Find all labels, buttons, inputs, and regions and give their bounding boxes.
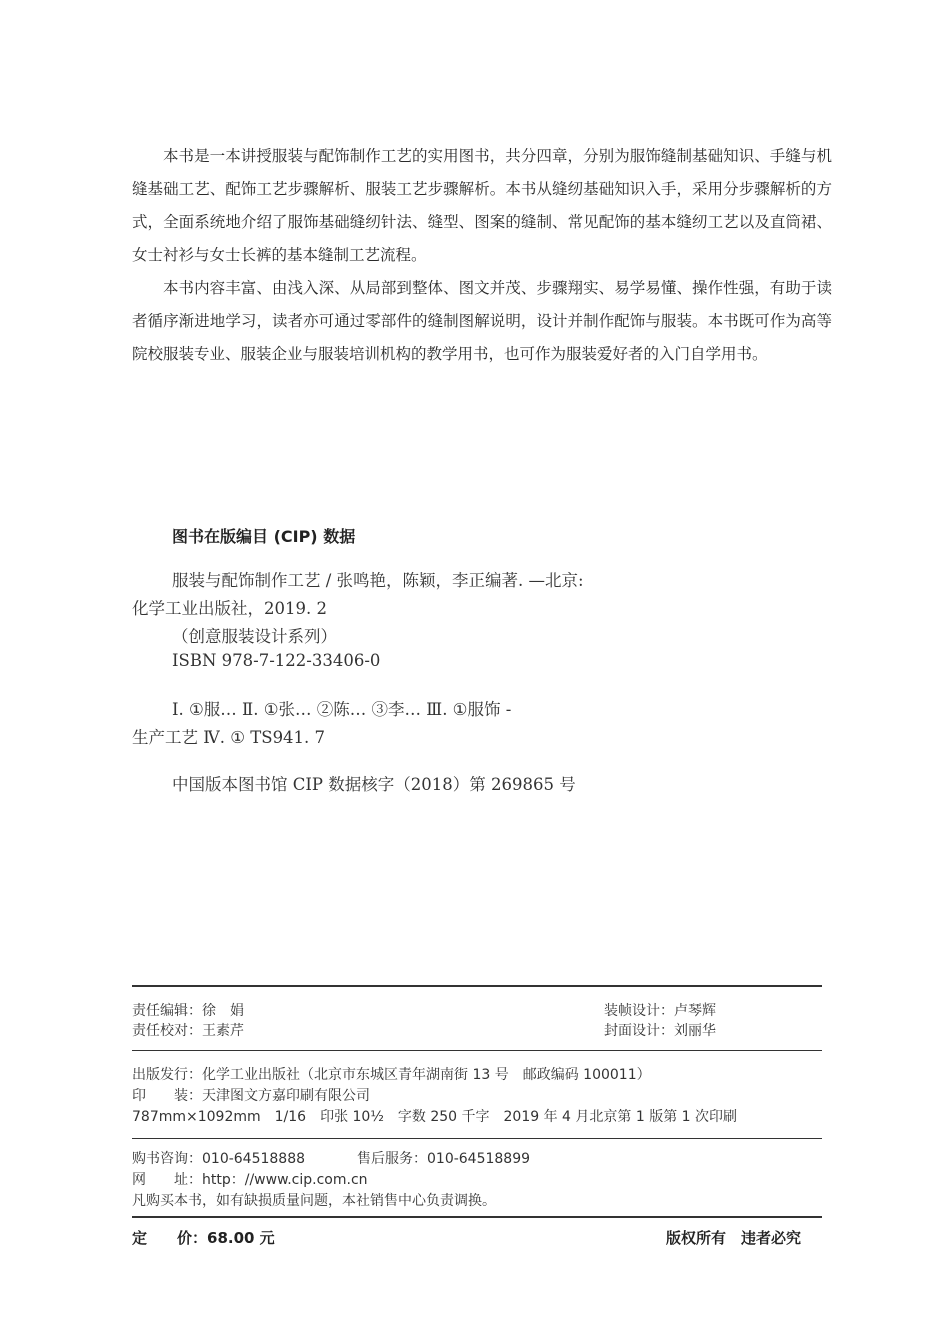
- cip-isbn-line: ISBN 978-7-122-33406-0: [172, 651, 381, 670]
- cip-title-line: 服装与配饰制作工艺 / 张鸣艳，陈颖，李正编著. —北京:: [172, 571, 584, 590]
- quality-notice: 凡购买本书，如有缺损质量问题，本社销售中心负责调换。: [132, 1193, 496, 1209]
- responsible-editor: 责任编辑：徐 娟: [132, 1003, 244, 1019]
- copyright-notice: 版权所有 违者必究: [666, 1229, 802, 1247]
- cip-subject-line: Ⅰ. ①服… Ⅱ. ①张… ②陈… ③李… Ⅲ. ①服饰 -: [172, 700, 512, 719]
- divider: [132, 1216, 822, 1218]
- format-specs: 787mm×1092mm 1/16 印张 10½ 字数 250 千字 2019 年 4 月北京第 1 版第 1 次印刷: [132, 1109, 738, 1125]
- binding-designer: 装帧设计：卢琴辉: [604, 1003, 716, 1019]
- cip-heading: 图书在版编目 (CIP) 数据: [172, 527, 356, 546]
- website: 网 址：http：//www.cip.com.cn: [132, 1172, 368, 1188]
- divider: [132, 1138, 822, 1139]
- intro-paragraph-2: 本书内容丰富、由浅入深、从局部到整体、图文并茂、步骤翔实、易学易懂、操作性强，有助于读者循序渐进地学习，读者亦可通过零部件的缝制图解说明，设计并制作配饰与服装。本书既可作为高等院校服装专业、服装企业与服装培训机构的教学用书，也可作为服装爱好者的入门自学用书。: [132, 279, 832, 363]
- purchase-phone: 购书咨询：010-64518888: [132, 1151, 306, 1167]
- after-sales-phone: 售后服务：010-64518899: [357, 1151, 531, 1167]
- cip-record-number: 中国版本图书馆 CIP 数据核字（2018）第 269865 号: [172, 775, 576, 794]
- price: 定 价：68.00 元: [132, 1229, 275, 1247]
- responsible-proofreader: 责任校对：王素芹: [132, 1023, 244, 1039]
- cip-series-line: （创意服装设计系列）: [172, 627, 337, 646]
- intro-paragraph-1: 本书是一本讲授服装与配饰制作工艺的实用图书，共分四章，分别为服饰缝制基础知识、手缝与机缝基础工艺、配饰工艺步骤解析、服装工艺步骤解析。本书从缝纫基础知识入手，采用分步骤解析的方式，全面系统地介绍了服饰基础缝纫针法、缝型、图案的缝制、常见配饰的基本缝纫工艺以及直筒裙、女士衬衫与女士长裤的基本缝制工艺流程。: [132, 147, 832, 264]
- printer-info: 印 装：天津图文方嘉印刷有限公司: [132, 1088, 370, 1104]
- cip-publisher-line: 化学工业出版社，2019. 2: [132, 599, 327, 618]
- cip-classification-line: 生产工艺 Ⅳ. ① TS941. 7: [132, 728, 326, 747]
- cover-designer: 封面设计：刘丽华: [604, 1023, 716, 1039]
- publisher-info: 出版发行：化学工业出版社（北京市东城区青年湖南街 13 号 邮政编码 100011）: [132, 1067, 651, 1083]
- divider: [132, 1050, 822, 1051]
- divider: [132, 985, 822, 987]
